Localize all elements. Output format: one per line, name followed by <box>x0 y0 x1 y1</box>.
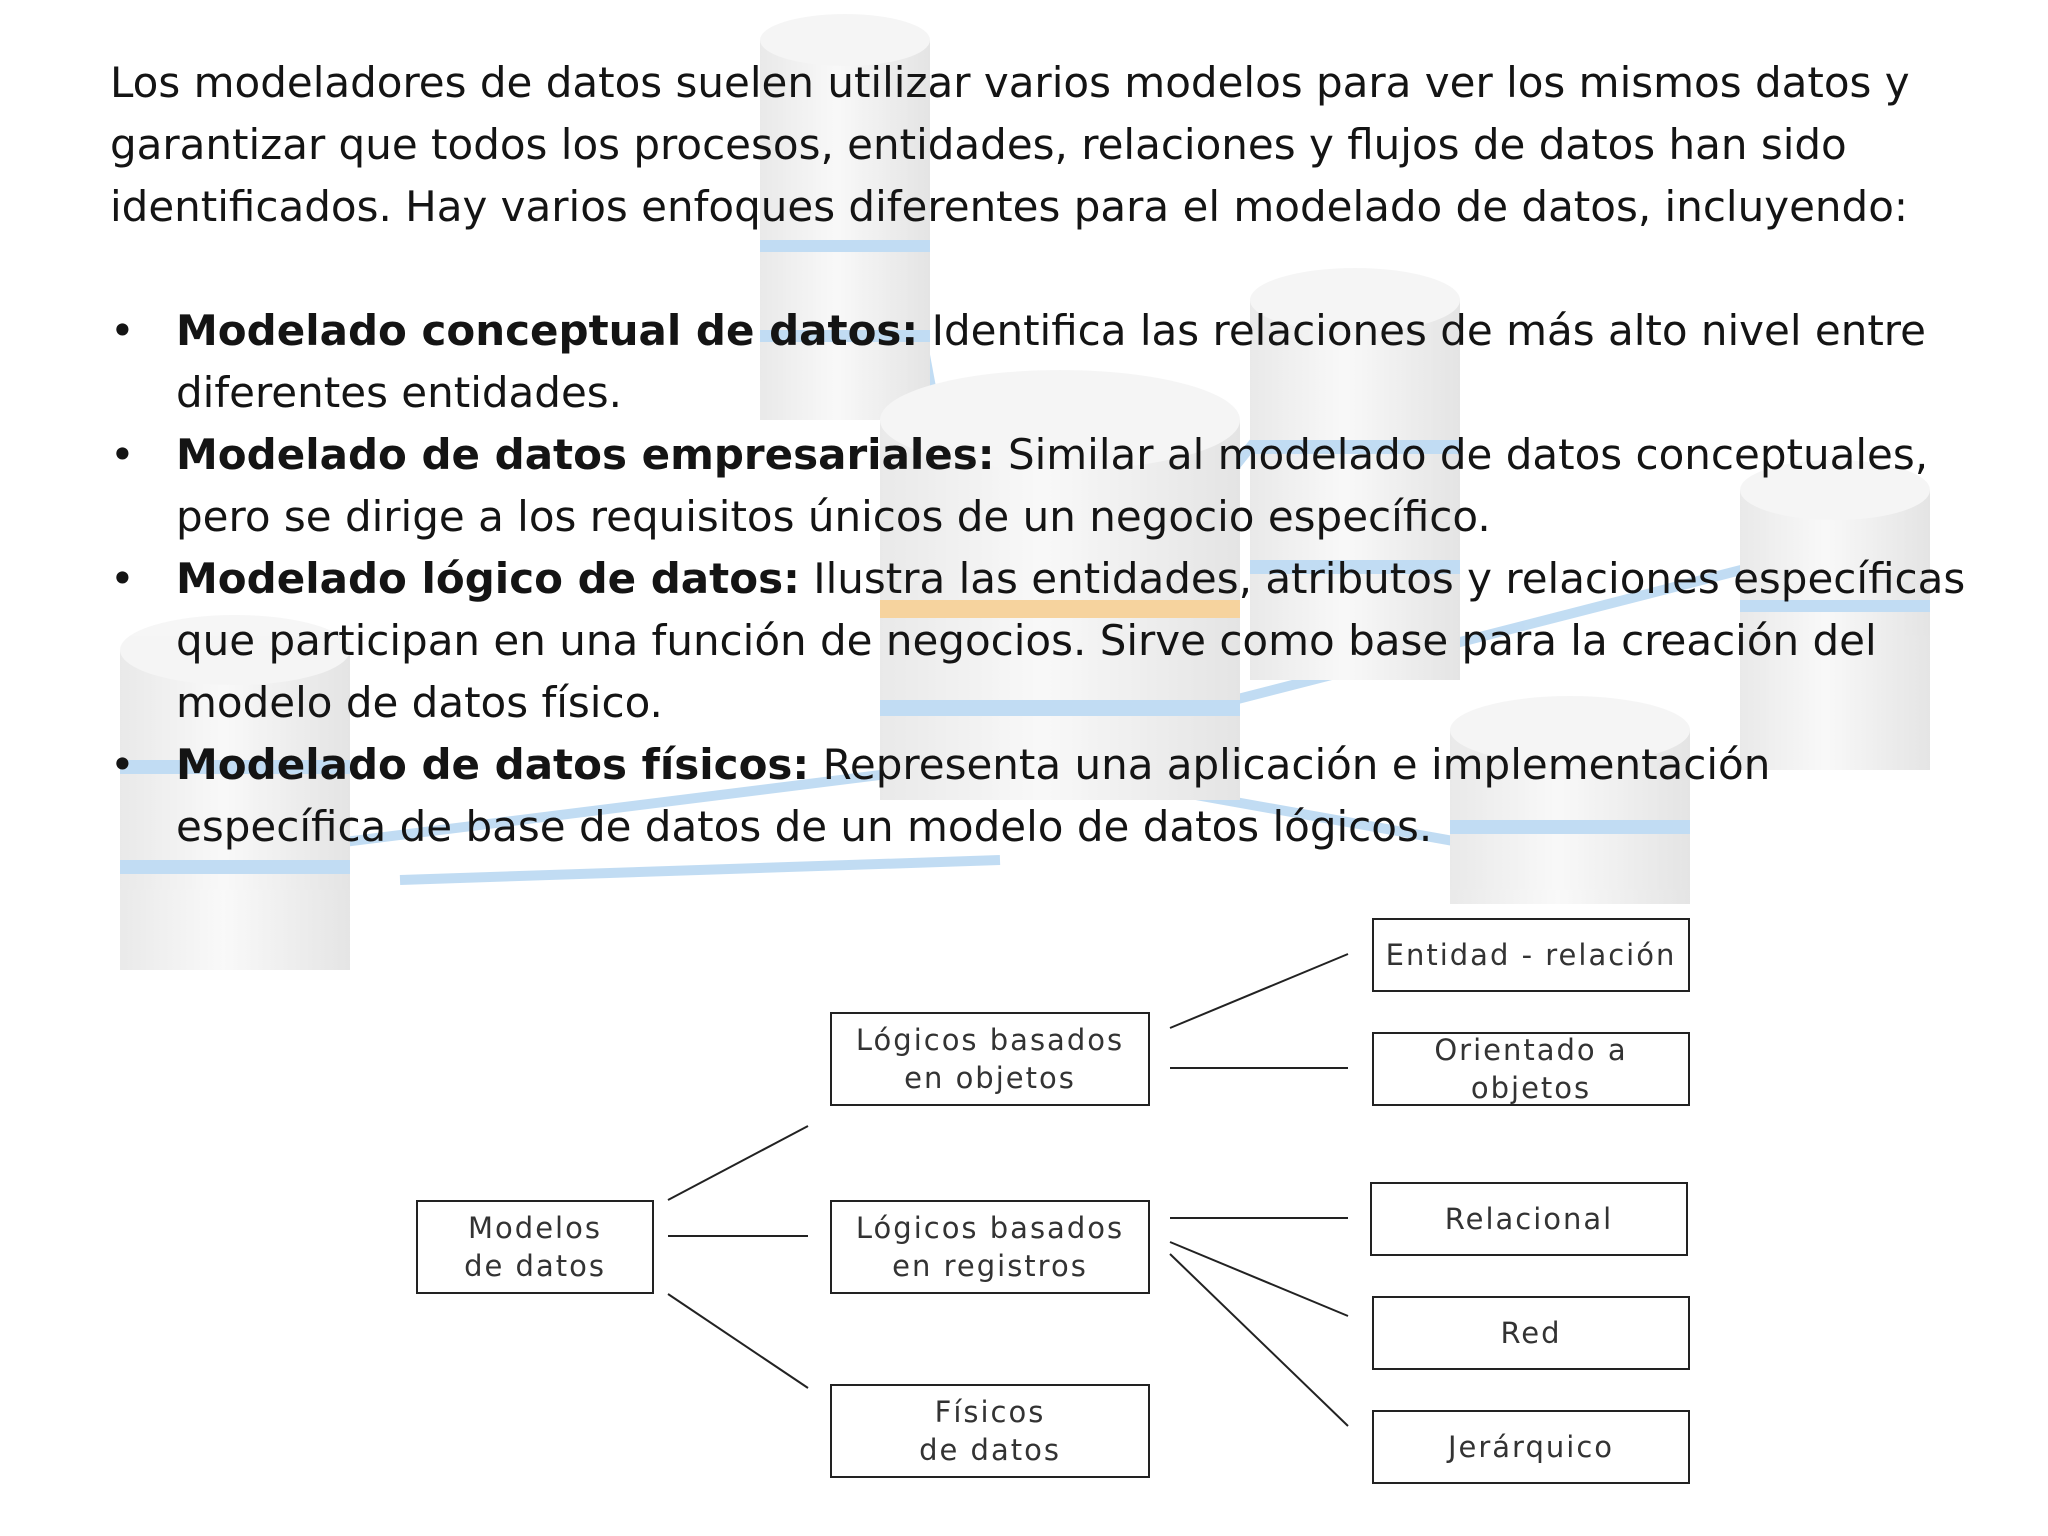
bullet-icon: • <box>110 306 135 355</box>
node-network: Red <box>1372 1296 1690 1370</box>
slide-body <box>110 52 1990 858</box>
bullet-term: Modelado de datos físicos: <box>176 740 810 789</box>
bullet-icon: • <box>110 740 135 789</box>
bullet-description: Ilustra las entidades, atributos y relaciones específicas que participan en una función de negocios. Sirve como base para la creación del modelo de datos físico. <box>176 554 1966 727</box>
bullet-item-enterprise <box>110 424 1990 548</box>
node-object-based-logical: Lógicos basados en objetos <box>830 1012 1150 1106</box>
node-hierarchical: Jerárquico <box>1372 1410 1690 1484</box>
bullet-item-logical <box>110 548 1990 734</box>
connector-root-objects <box>668 1126 808 1200</box>
data-models-diagram <box>398 904 1718 1504</box>
bullet-term: Modelado lógico de datos: <box>176 554 800 603</box>
connector-root-physical <box>668 1294 808 1388</box>
node-object-oriented: Orientado a objetos <box>1372 1032 1690 1106</box>
bullet-description: Similar al modelado de datos conceptuales, pero se dirige a los requisitos únicos de un negocio específico. <box>176 430 1929 541</box>
bullet-term: Modelado de datos empresariales: <box>176 430 995 479</box>
bullet-icon: • <box>110 430 135 479</box>
bullet-description: Identifica las relaciones de más alto nivel entre diferentes entidades. <box>176 306 1926 417</box>
bullet-term: Modelado conceptual de datos: <box>176 306 919 355</box>
node-record-based-logical: Lógicos basados en registros <box>830 1200 1150 1294</box>
node-data-models: Modelos de datos <box>416 1200 654 1294</box>
connector-objects-er <box>1170 954 1348 1028</box>
node-physical-data: Físicos de datos <box>830 1384 1150 1478</box>
bullet-description: Representa una aplicación e implementación específica de base de datos de un modelo de datos lógicos. <box>176 740 1771 851</box>
node-entity-relationship: Entidad - relación <box>1372 918 1690 992</box>
intro-paragraph: Los modeladores de datos suelen utilizar varios modelos para ver los mismos datos y garantizar que todos los procesos, entidades, relaciones y flujos de datos han sido identificados. Hay varios enfoques diferentes para el modelado de datos, incluyendo: <box>110 58 1910 231</box>
bullet-list <box>110 300 1990 858</box>
bullet-item-conceptual <box>110 300 1990 424</box>
bullet-icon: • <box>110 554 135 603</box>
node-relational: Relacional <box>1370 1182 1688 1256</box>
bullet-item-physical <box>110 734 1990 858</box>
